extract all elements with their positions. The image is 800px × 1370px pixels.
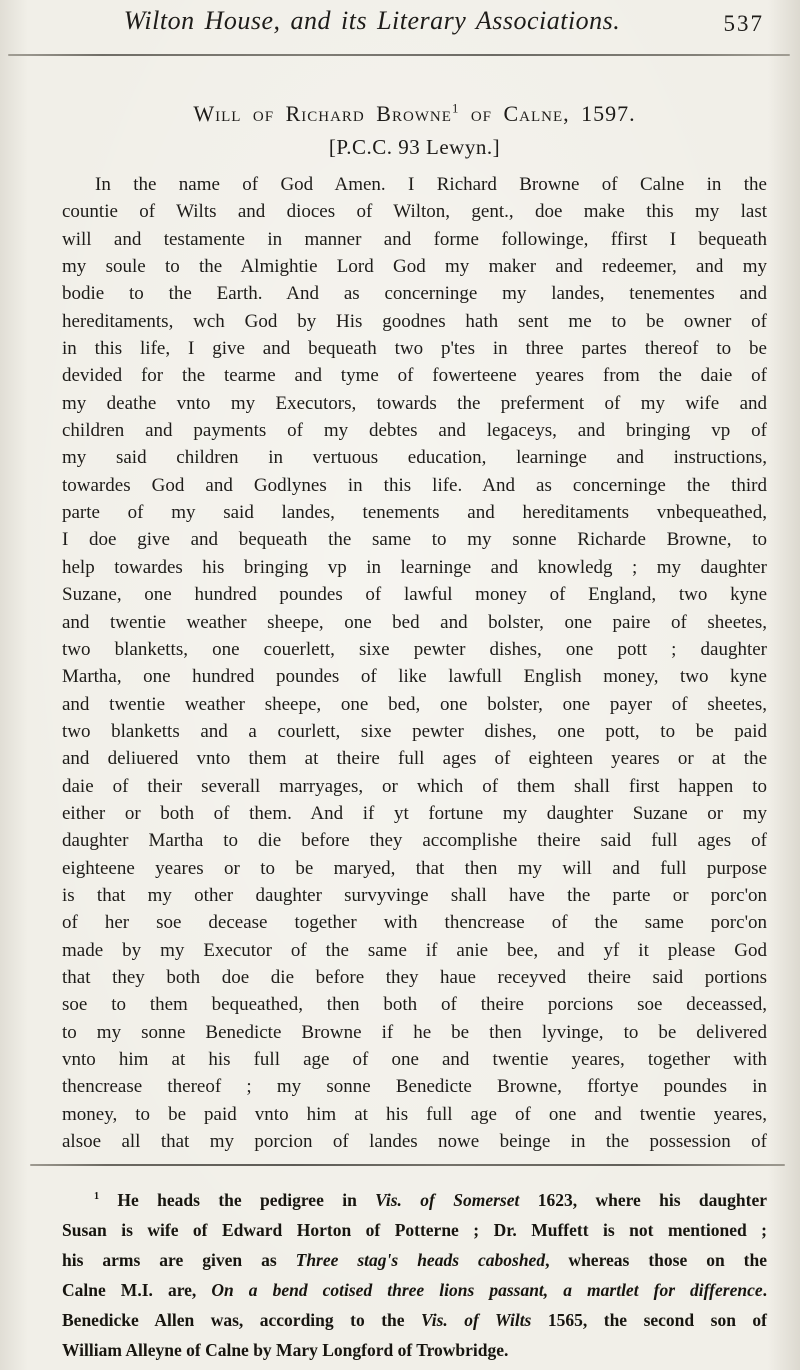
body-line: hereditaments, wch God by His goodnes hath sent me to be owner of: [62, 310, 767, 332]
running-header-title: Wilton House, and its Literary Associations.: [123, 6, 621, 35]
footnote-line: [62, 1245, 767, 1275]
body-line: vnto him at his full age of one and twentie yeares, together with: [62, 1049, 767, 1070]
body-line: I doe give and bequeath the same to my sonne Richarde Browne, to: [62, 529, 767, 551]
footnote-line: [62, 1275, 767, 1305]
footnote-line: [62, 1185, 767, 1215]
text-segment: Will of Richard Browne: [193, 101, 452, 126]
will-text: [62, 171, 767, 1155]
body-line: my deathe vnto my Executors, towards the preferment of my wife and: [62, 392, 767, 414]
body-line: two blanketts and a courlett, sixe pewter dishes, one pott, to be paid: [62, 720, 767, 742]
body-line: bodie to the Earth. And as concerninge my landes, tenementes and: [62, 283, 767, 305]
text-segment: He heads the pedigree in: [99, 1190, 376, 1210]
body-line: In the name of God Amen. I Richard Browne of Calne in the: [95, 174, 767, 195]
footnote: [62, 1185, 767, 1365]
page-number: 537: [723, 11, 764, 36]
superscript-marker: 1: [451, 101, 460, 116]
superscript-marker: 1: [94, 1191, 100, 1203]
body-line: money, to be paid vnto him at his full age of one and twentie yeares,: [62, 1103, 767, 1125]
footnote-separator-rule: [30, 1164, 785, 1166]
body-line: in this life, I give and bequeath two p'tes in three partes thereof to be: [62, 338, 767, 360]
body-line: either or both of them. And if yt fortune my daughter Suzane or my: [62, 802, 767, 824]
body-line: that they both doe die before they haue receyved theire said portions: [62, 966, 767, 988]
body-line: towardes God and Godlynes in this life. And as concerninge the third: [62, 474, 767, 496]
body-line: will and testamente in manner and forme followinge, ffirst I bequeath: [62, 228, 767, 250]
body-line: alsoe all that my porcion of landes nowe beinge in the possession of: [62, 1131, 767, 1153]
text-segment: 1623, where his daughter: [519, 1190, 767, 1210]
footnote-line: [62, 1335, 767, 1365]
body-line: eighteene yeares or to be maryed, that then my will and full purpose: [62, 857, 767, 879]
body-line: children and payments of my debtes and legaceys, and bringing vp of: [62, 420, 767, 442]
body-line: of her soe decease together with thencrease of the same porc'on: [62, 912, 767, 934]
text-segment: Susan is wife of Edward Horton of Potterne ; Dr. Muffett is not mentioned ;: [62, 1220, 767, 1240]
footnote-line: [62, 1305, 767, 1335]
body-line: and twentie weather sheepe, one bed, one bolster, one payer of sheetes,: [62, 693, 767, 715]
body-line: my said children in vertuous education, learninge and instructions,: [62, 447, 767, 469]
body-line: daughter Martha to die before they accomplishe theire said full ages of: [62, 830, 767, 852]
document-heading: [62, 101, 767, 127]
body-line: and twentie weather sheepe, one bed and bolster, one paire of sheetes,: [62, 611, 767, 633]
body-line: daie of their severall marryages, or which of them shall first happen to: [62, 775, 767, 797]
text-segment: of Calne, 1597.: [459, 101, 636, 126]
body-line: made by my Executor of the same if anie bee, and yf it please God: [62, 939, 767, 961]
body-line: help towardes his bringing vp in learninge and knowledg ; my daughter: [62, 556, 767, 578]
footnote-line: [62, 1215, 767, 1245]
body-line: and deliuered vnto them at theire full ages of eighteen yeares or at the: [62, 748, 767, 770]
body-line: countie of Wilts and dioces of Wilton, gent., doe make this my last: [62, 201, 767, 223]
body-line: Suzane, one hundred poundes of lawful money of England, two kyne: [62, 584, 767, 606]
header-rule: [8, 54, 790, 56]
italic-text-segment: Vis. of Wilts: [421, 1310, 532, 1330]
body-line: devided for the tearme and tyme of fowerteene yeares from the daie of: [62, 365, 767, 387]
body-line: Martha, one hundred poundes of like lawfull English money, two kyne: [62, 666, 767, 688]
text-segment: Benedicke Allen was, according to the: [62, 1310, 422, 1330]
body-line: parte of my said landes, tenements and hereditaments vnbequeathed,: [62, 502, 767, 524]
body-line: to my sonne Benedicte Browne if he be then lyvinge, to be delivered: [62, 1021, 767, 1043]
body-line: my soule to the Almightie Lord God my maker and redeemer, and my: [62, 256, 767, 278]
text-segment: his arms are given as: [62, 1250, 296, 1270]
italic-text-segment: Three stag's heads caboshed: [295, 1250, 546, 1270]
text-segment: , whereas those on the: [545, 1250, 768, 1270]
body-line: two blanketts, one couerlett, sixe pewter dishes, one pott ; daughter: [62, 638, 767, 660]
body-line: soe to them bequeathed, then both of theire porcions soe deceassed,: [62, 994, 767, 1016]
text-segment: Calne M.I. are,: [62, 1280, 212, 1300]
text-segment: .: [762, 1280, 767, 1300]
text-segment: 1565, the second son of: [531, 1310, 767, 1330]
source-reference: [P.C.C. 93 Lewyn.]: [328, 135, 501, 159]
text-segment: William Alleyne of Calne by Mary Longford of Trowbridge.: [62, 1340, 509, 1360]
body-line: is that my other daughter survyvinge shall have the parte or porc'on: [62, 884, 767, 906]
body-line: thencrease thereof ; my sonne Benedicte Browne, ffortye poundes in: [62, 1076, 767, 1098]
italic-text-segment: On a bend cotised three lions passant, a martlet for difference: [211, 1280, 763, 1300]
italic-text-segment: Vis. of Somerset: [375, 1190, 520, 1210]
